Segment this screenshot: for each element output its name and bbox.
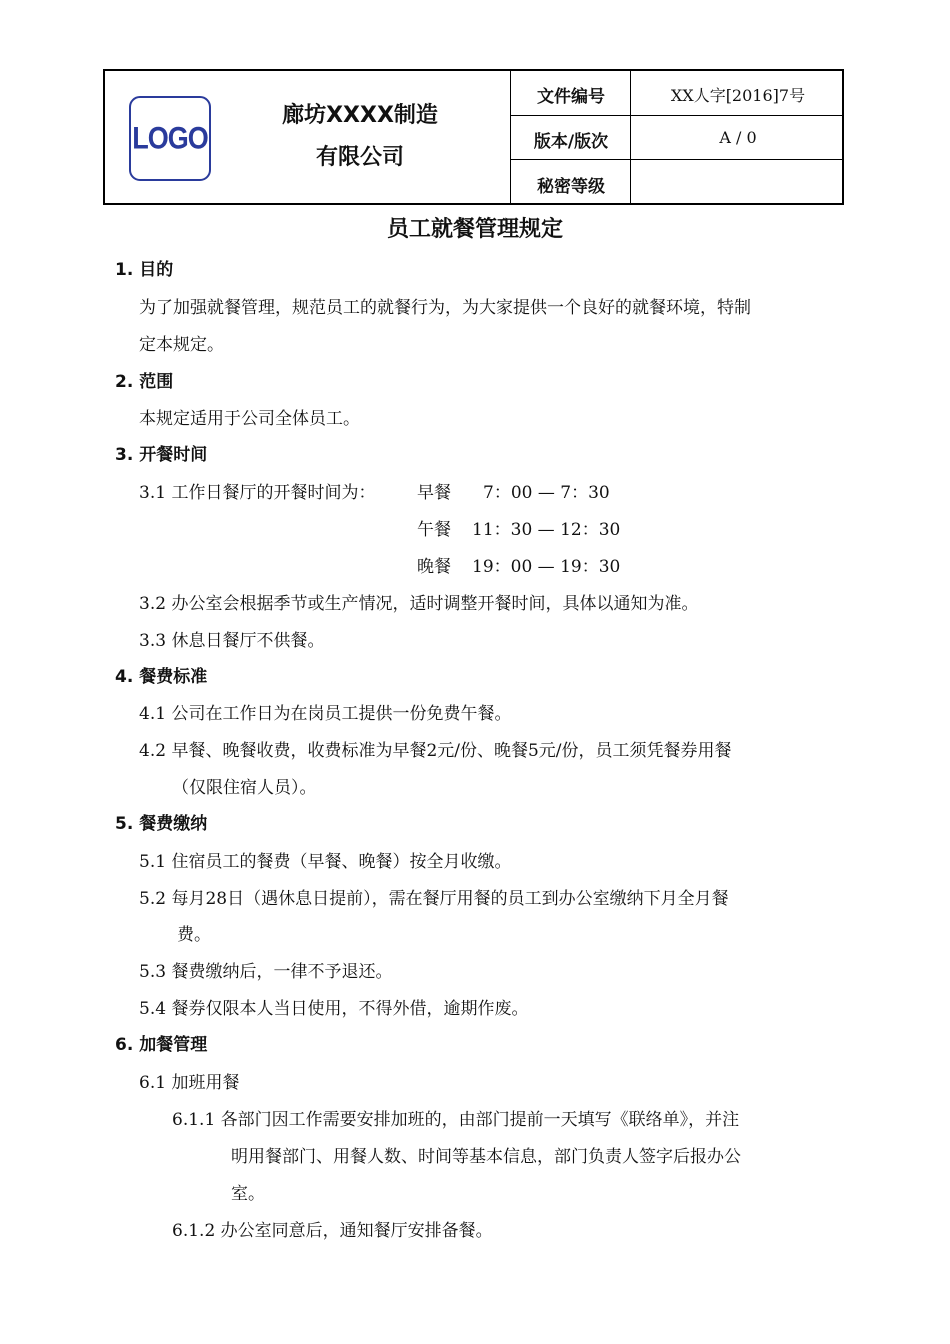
- list-item-continuation: 费。: [177, 925, 211, 945]
- section-heading: 2. 范围: [115, 372, 174, 392]
- file-number-label: 文件编号: [537, 87, 605, 107]
- document-header-table: [103, 69, 844, 205]
- version-value: A / 0: [719, 128, 757, 147]
- list-item: 3.1 工作日餐厅的开餐时间为：: [139, 483, 376, 503]
- meal-time: 7：00 — 7：30: [483, 483, 610, 503]
- list-item: 6.1 加班用餐: [139, 1073, 240, 1093]
- meal-time: 11：30 — 12：30: [472, 520, 621, 540]
- list-item: 3.2 办公室会根据季节或生产情况，适时调整开餐时间，具体以通知为准。: [139, 594, 699, 614]
- company-name-line2: 有限公司: [315, 145, 404, 170]
- company-logo: [129, 96, 211, 181]
- header-divider: [511, 115, 842, 116]
- list-item: 5.4 餐券仅限本人当日使用，不得外借，逾期作废。: [139, 999, 529, 1019]
- sub-list-item: 6.1.2 办公室同意后，通知餐厅安排备餐。: [172, 1221, 493, 1241]
- paragraph-line: 定本规定。: [139, 335, 224, 355]
- section-heading: 5. 餐费缴纳: [115, 814, 208, 834]
- meal-time: 19：00 — 19：30: [472, 557, 621, 577]
- list-item: 5.1 住宿员工的餐费（早餐、晚餐）按全月收缴。: [139, 852, 512, 872]
- section-heading: 1. 目的: [115, 260, 174, 280]
- company-name-line1: 廊坊XXXX制造: [282, 103, 438, 128]
- sub-list-item: 6.1.1 各部门因工作需要安排加班的，由部门提前一天填写《联络单》，并注: [172, 1110, 740, 1130]
- paragraph-line: 为了加强就餐管理，规范员工的就餐行为，为大家提供一个良好的就餐环境，特制: [139, 298, 751, 318]
- list-item: 5.2 每月28日（遇休息日提前），需在餐厅用餐的员工到办公室缴纳下月全月餐: [139, 889, 729, 909]
- section-heading: 3. 开餐时间: [115, 445, 208, 465]
- list-item: 4.2 早餐、晚餐收费，收费标准为早餐2元/份、晚餐5元/份，员工须凭餐券用餐: [139, 741, 732, 761]
- paragraph-line: 本规定适用于公司全体员工。: [139, 409, 360, 429]
- list-item: 5.3 餐费缴纳后，一律不予退还。: [139, 962, 393, 982]
- sub-list-item-continuation: 室。: [231, 1184, 265, 1204]
- file-number-value: XX人字[2016]7号: [670, 86, 806, 105]
- meal-name: 晚餐: [417, 557, 451, 577]
- header-divider: [630, 71, 631, 203]
- section-heading: 6. 加餐管理: [115, 1035, 208, 1055]
- header-divider: [510, 71, 511, 203]
- section-heading: 4. 餐费标准: [115, 667, 208, 687]
- header-divider: [511, 159, 842, 160]
- sub-list-item-continuation: 明用餐部门、用餐人数、时间等基本信息，部门负责人签字后报办公: [231, 1147, 741, 1167]
- meal-name: 午餐: [417, 520, 451, 540]
- list-item: 4.1 公司在工作日为在岗员工提供一份免费午餐。: [139, 704, 512, 724]
- secrecy-level-label: 秘密等级: [537, 177, 605, 197]
- list-item-continuation: （仅限住宿人员）。: [172, 778, 317, 798]
- list-item: 3.3 休息日餐厅不供餐。: [139, 631, 325, 651]
- meal-name: 早餐: [417, 483, 451, 503]
- version-label: 版本/版次: [533, 132, 609, 152]
- document-title: 员工就餐管理规定: [386, 217, 563, 242]
- logo-text: LOGO: [132, 120, 208, 156]
- company-name: [225, 95, 495, 179]
